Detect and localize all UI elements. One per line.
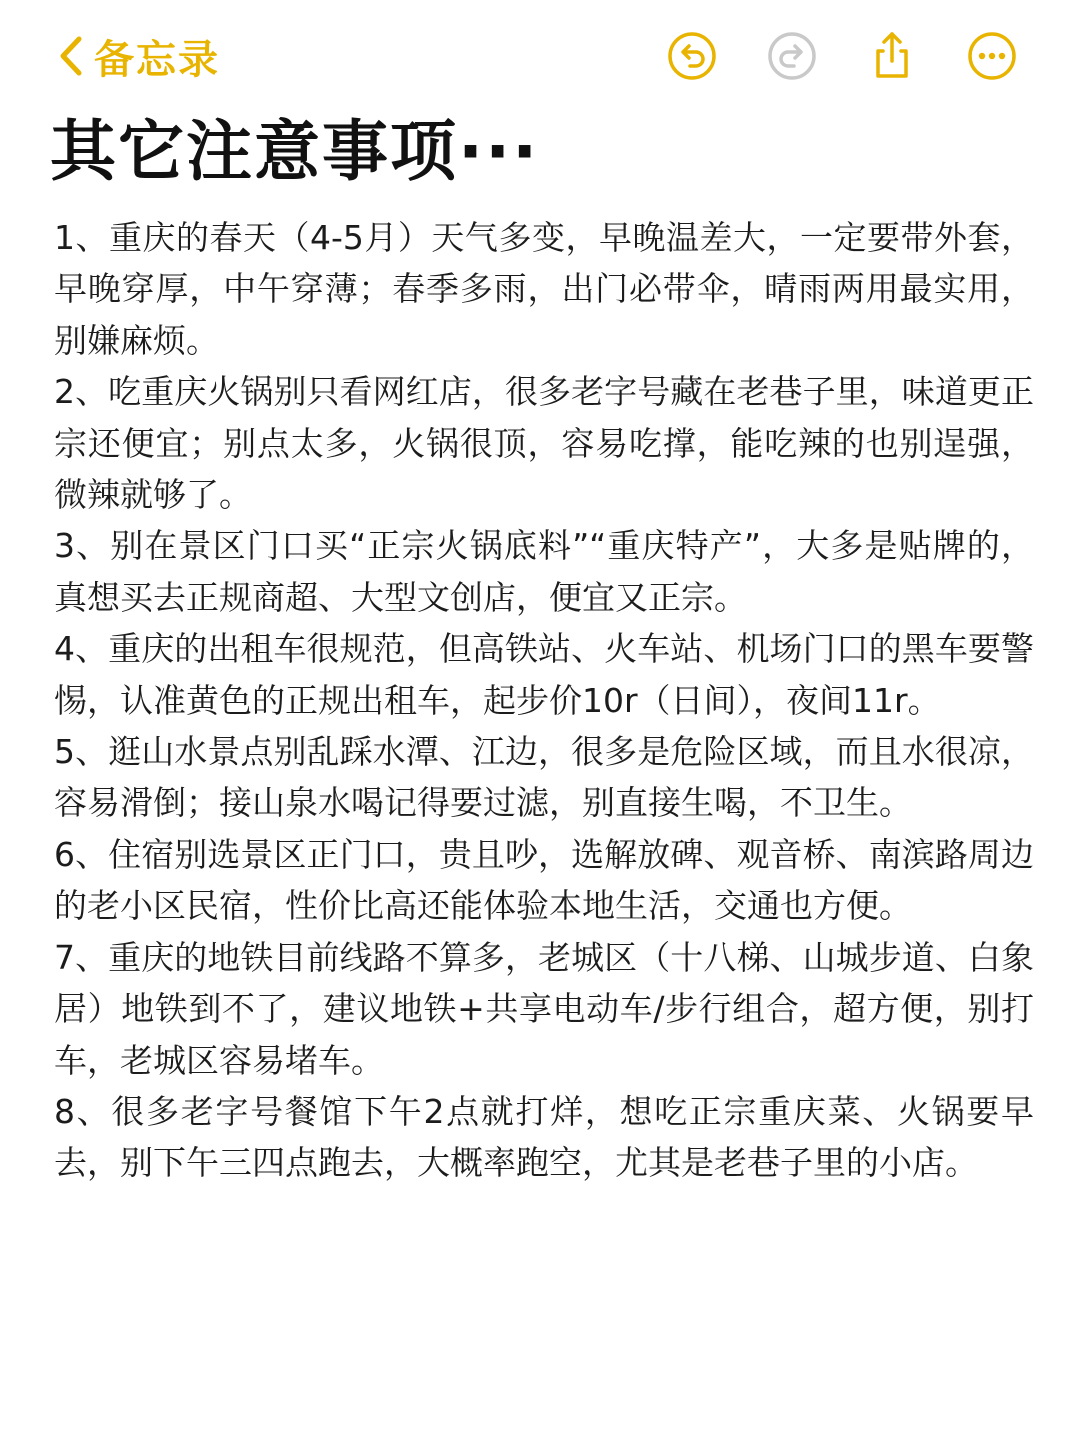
note-paragraph[interactable]: 1、重庆的春天（4-5月）天气多变，早晚温差大，一定要带外套，早晚穿厚，中午穿薄；春季多雨，出门必带伞，晴雨两用最实用，别嫌麻烦。 — [54, 218, 1034, 360]
undo-icon — [666, 30, 718, 82]
redo-icon — [766, 30, 818, 82]
note-paragraph[interactable]: 5、逛山水景点别乱踩水潭、江边，很多是危险区域，而且水很凉，容易滑倒；接山泉水喝记得要过滤，别直接生喝，不卫生。 — [54, 732, 1034, 823]
note-paragraph[interactable]: 4、重庆的出租车很规范，但高铁站、火车站、机场门口的黑车要警惕，认准黄色的正规出租车，起步价10r（日间），夜间11r。 — [54, 629, 1034, 720]
note-paragraph[interactable]: 7、重庆的地铁目前线路不算多，老城区（十八梯、山城步道、白象居）地铁到不了，建议地铁+共享电动车/步行组合，超方便，别打车，老城区容易堵车。 — [54, 937, 1034, 1080]
chevron-left-icon — [58, 34, 84, 78]
back-label: 备忘录 — [94, 36, 220, 83]
note-title[interactable]: 其它注意事项··· — [50, 113, 540, 190]
note-paragraph[interactable]: 6、住宿别选景区正门口，贵且吵，选解放碑、观音桥、南滨路周边的老小区民宿，性价比高还能体验本地生活，交通也方便。 — [54, 834, 1034, 926]
note-body[interactable] — [54, 212, 1034, 1189]
navigation-bar — [0, 0, 1080, 110]
back-button[interactable] — [58, 28, 220, 84]
share-icon — [866, 30, 918, 82]
note-paragraph[interactable]: 8、很多老字号餐馆下午2点就打烊，想吃正宗重庆菜、火锅要早去，别下午三四点跑去，大概率跑空，尤其是老巷子里的小店。 — [54, 1091, 1034, 1183]
more-icon — [966, 30, 1018, 82]
note-paragraph[interactable]: 2、吃重庆火锅别只看网红店，很多老字号藏在老巷子里，味道更正宗还便宜；别点太多，火锅很顶，容易吃撑，能吃辣的也别逞强，微辣就够了。 — [54, 372, 1034, 515]
undo-button[interactable] — [666, 30, 718, 82]
share-button[interactable] — [866, 30, 918, 82]
more-button[interactable] — [966, 30, 1018, 82]
note-paragraph[interactable]: 3、别在景区门口买“正宗火锅底料”“重庆特产”，大多是贴牌的，真想买去正规商超、大型文创店，便宜又正宗。 — [54, 526, 1034, 617]
redo-button[interactable] — [766, 30, 818, 82]
